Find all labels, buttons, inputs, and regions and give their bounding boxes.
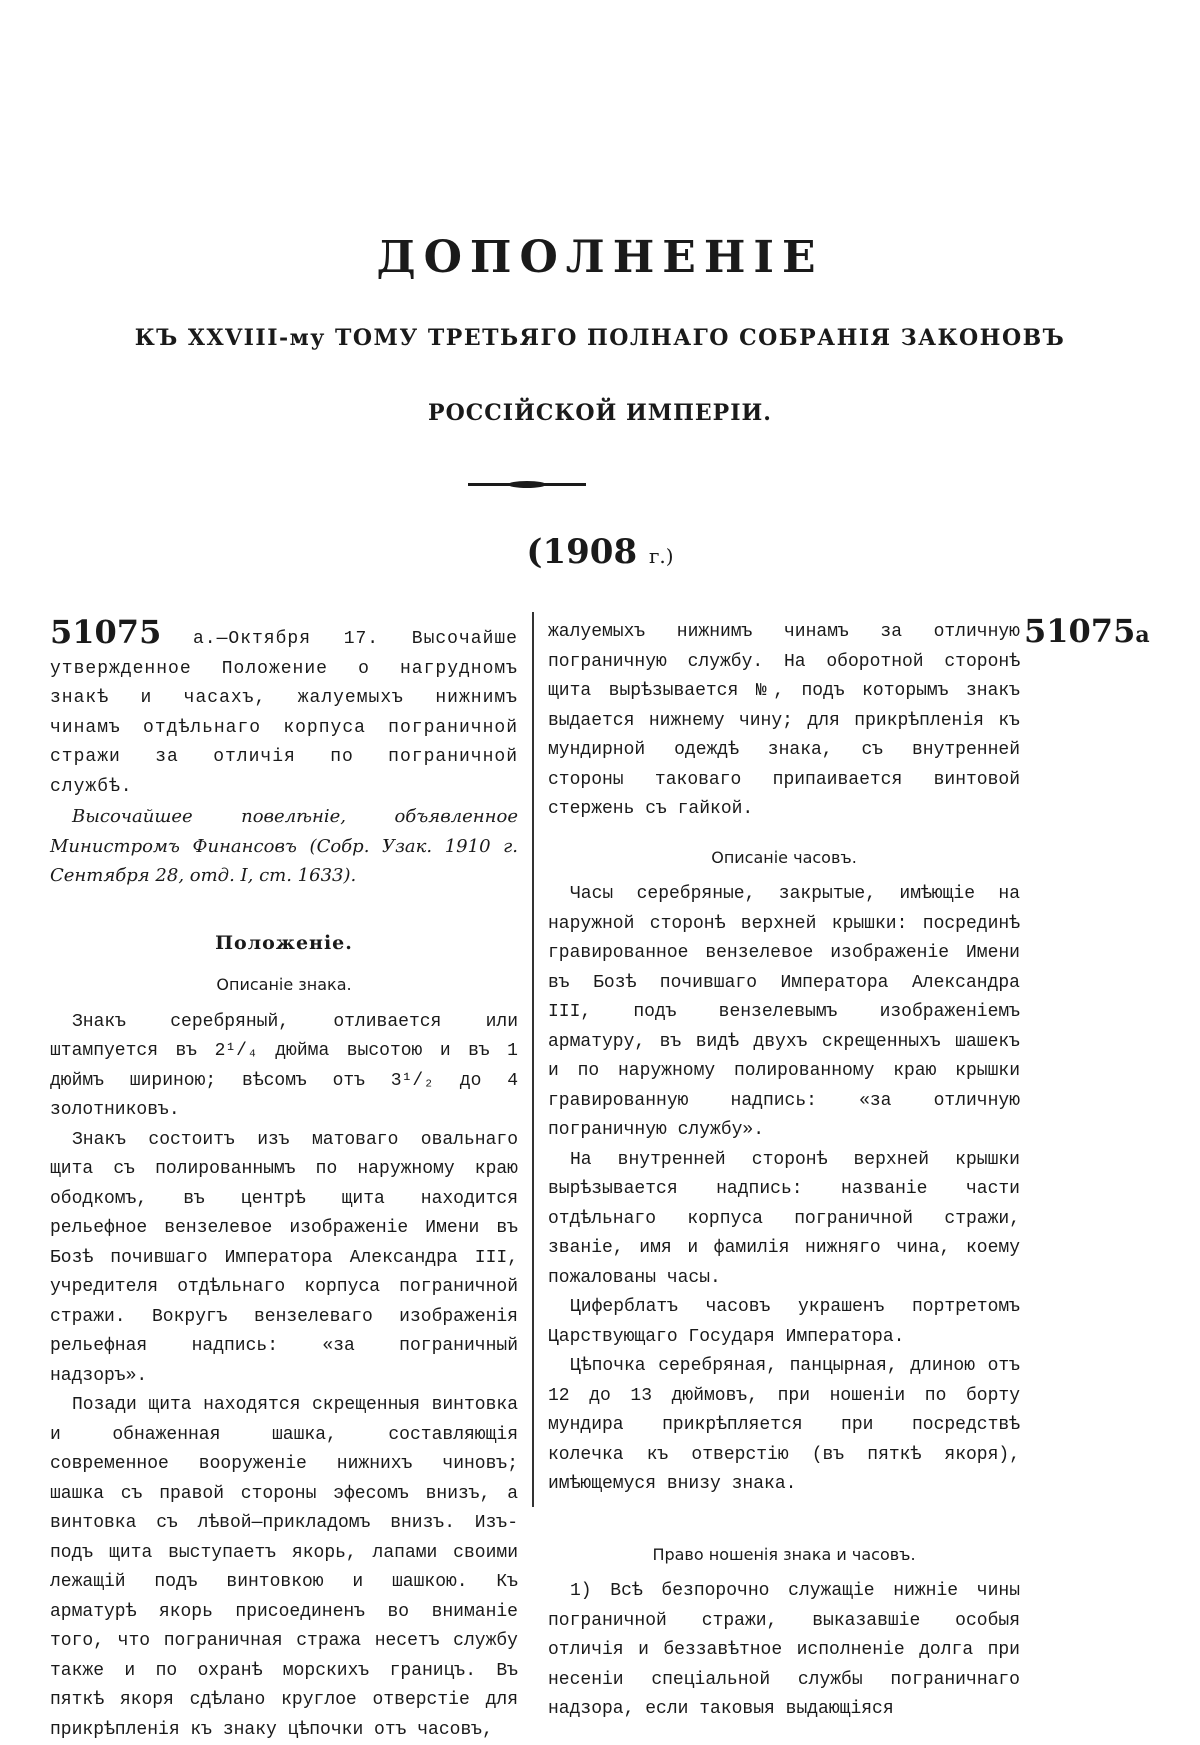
paragraph: Циферблатъ часовъ украшенъ портретомъ Царствующаго Государя Императора. [548, 1297, 1020, 1347]
law-number-right [1024, 612, 1150, 650]
paragraph: 1) Всѣ безпорочно служащіе нижніе чины пограничной стражи, выказавшіе особыя отличія и беззавѣтное исполненіе долга при несеніи спеціальной службы пограничнаго надзора, если таковыя выдающіяся [548, 1581, 1020, 1719]
paragraph: Знакъ состоитъ изъ матоваго овальнаго щита съ полированнымъ по наружному краю ободкомъ, въ центрѣ щита находится рельефное вензелевое изображеніе Имени въ Бозѣ почившаго Императора Александра III, учредителя отдѣльнаго корпуса пограничной стражи. Вокругъ вензелеваго изображенія рельефная надпись: «за пограничный надзоръ». [50, 1129, 518, 1386]
column-divider [532, 612, 534, 1507]
paragraph: На внутренней сторонѣ верхней крышки вырѣзывается надпись: названіе части отдѣльнаго корпуса пограничной стражи, званіе, имя и фамилія нижняго чина, коему пожалованы часы. [548, 1149, 1020, 1288]
law-number-right-value: 51075 [1024, 612, 1136, 650]
subsection-title-rights: Право ношенія знака и часовъ. [652, 1544, 916, 1564]
paragraph: Знакъ серебряный, отливается или штампуется въ 2¹/₄ дюйма высотою и въ 1 дюймъ шириною; вѣсомъ отъ 3¹/₂ до 4 золотниковъ. [50, 1011, 518, 1120]
section-title: Положеніе. [215, 931, 353, 954]
paragraph: Позади щита находятся скрещенныя винтовка и обнаженная шашка, составляющія современное вооруженіе нижнихъ чиновъ; шашка съ правой стороны эфесомъ внизъ, а винтовка съ лѣвой—прикладомъ внизъ. Изъ-подъ щита выступаетъ якорь, лапами своими лежащій подъ винтовкою и шашкою. Къ арматурѣ якорь присоединенъ во вниманіе того, что пограничная стража несетъ службу также и по охранѣ морскихъ границъ. Въ пяткѣ якоря сдѣлано круглое отверстіе для прикрѣпленія къ знаку цѣпочки отъ часовъ, [50, 1395, 518, 1740]
document-title: ДОПОЛНЕНІЕ [376, 232, 824, 283]
subsection-title-watch: Описаніе часовъ. [711, 847, 857, 867]
law-header-paragraph [50, 613, 518, 802]
document-subtitle-line1: КЪ XXVIII-му ТОМУ ТРЕТЬЯГО ПОЛНАГО СОБРАНІЯ ЗАКОНОВЪ [134, 325, 1066, 351]
title-divider-ornament [508, 481, 546, 488]
left-column [50, 613, 518, 1745]
document-subtitle-line2: РОССІЙСКОЙ ИМПЕРІИ. [428, 400, 772, 426]
source-note: Высочайшее повелѣніе, объявленное Министромъ Финансовъ (Собр. Узак. 1910 г. Сентября 28, отд. I, ст. 1633). [50, 806, 518, 886]
subsection-title-badge: Описаніе знака. [216, 975, 352, 994]
year-value: (1908 [526, 532, 638, 572]
paragraph: жалуемыхъ нижнимъ чинамъ за отличную пограничную службу. На оборотной сторонѣ щита вырѣзывается №, подъ которымъ знакъ выдается нижнему чину; для прикрѣпленія къ мундирной одеждѣ знака, съ внутренней стороны таковаго припаивается винтовой стержень съ гайкой. [548, 622, 1020, 819]
paragraph: Цѣпочка серебряная, панцырная, длиною отъ 12 до 13 дюймовъ, при ношеніи по борту мундира прикрѣпляется при посредствѣ колечка къ отверстію (въ пяткѣ якоря), имѣющемуся внизу знака. [548, 1356, 1020, 1494]
year-suffix: г.) [648, 544, 674, 568]
law-number-right-suffix: а [1135, 622, 1150, 648]
paragraph: Часы серебряные, закрытые, имѣющіе на наружной сторонѣ верхней крышки: посрединѣ гравированное вензелевое изображеніе Имени въ Бозѣ почившаго Императора Александра III, подъ вензелевымъ изображеніемъ арматуру, въ видѣ двухъ скрещенныхъ шашекъ и по наружному полированному краю крышки гравированную надпись: «за отличную пограничную службу». [548, 884, 1020, 1140]
document-year [0, 532, 1200, 572]
law-number-left: 51075 [50, 613, 162, 651]
right-column [548, 618, 1020, 1725]
law-intro: а.—Октября 17. Высочайше утвержденное Положение о нагрудномъ знакѣ и часахъ, жалуемыхъ нижнимъ чинамъ отдѣльнаго корпуса пограничной стражи за отличія по пограничной службѣ. [50, 629, 518, 797]
